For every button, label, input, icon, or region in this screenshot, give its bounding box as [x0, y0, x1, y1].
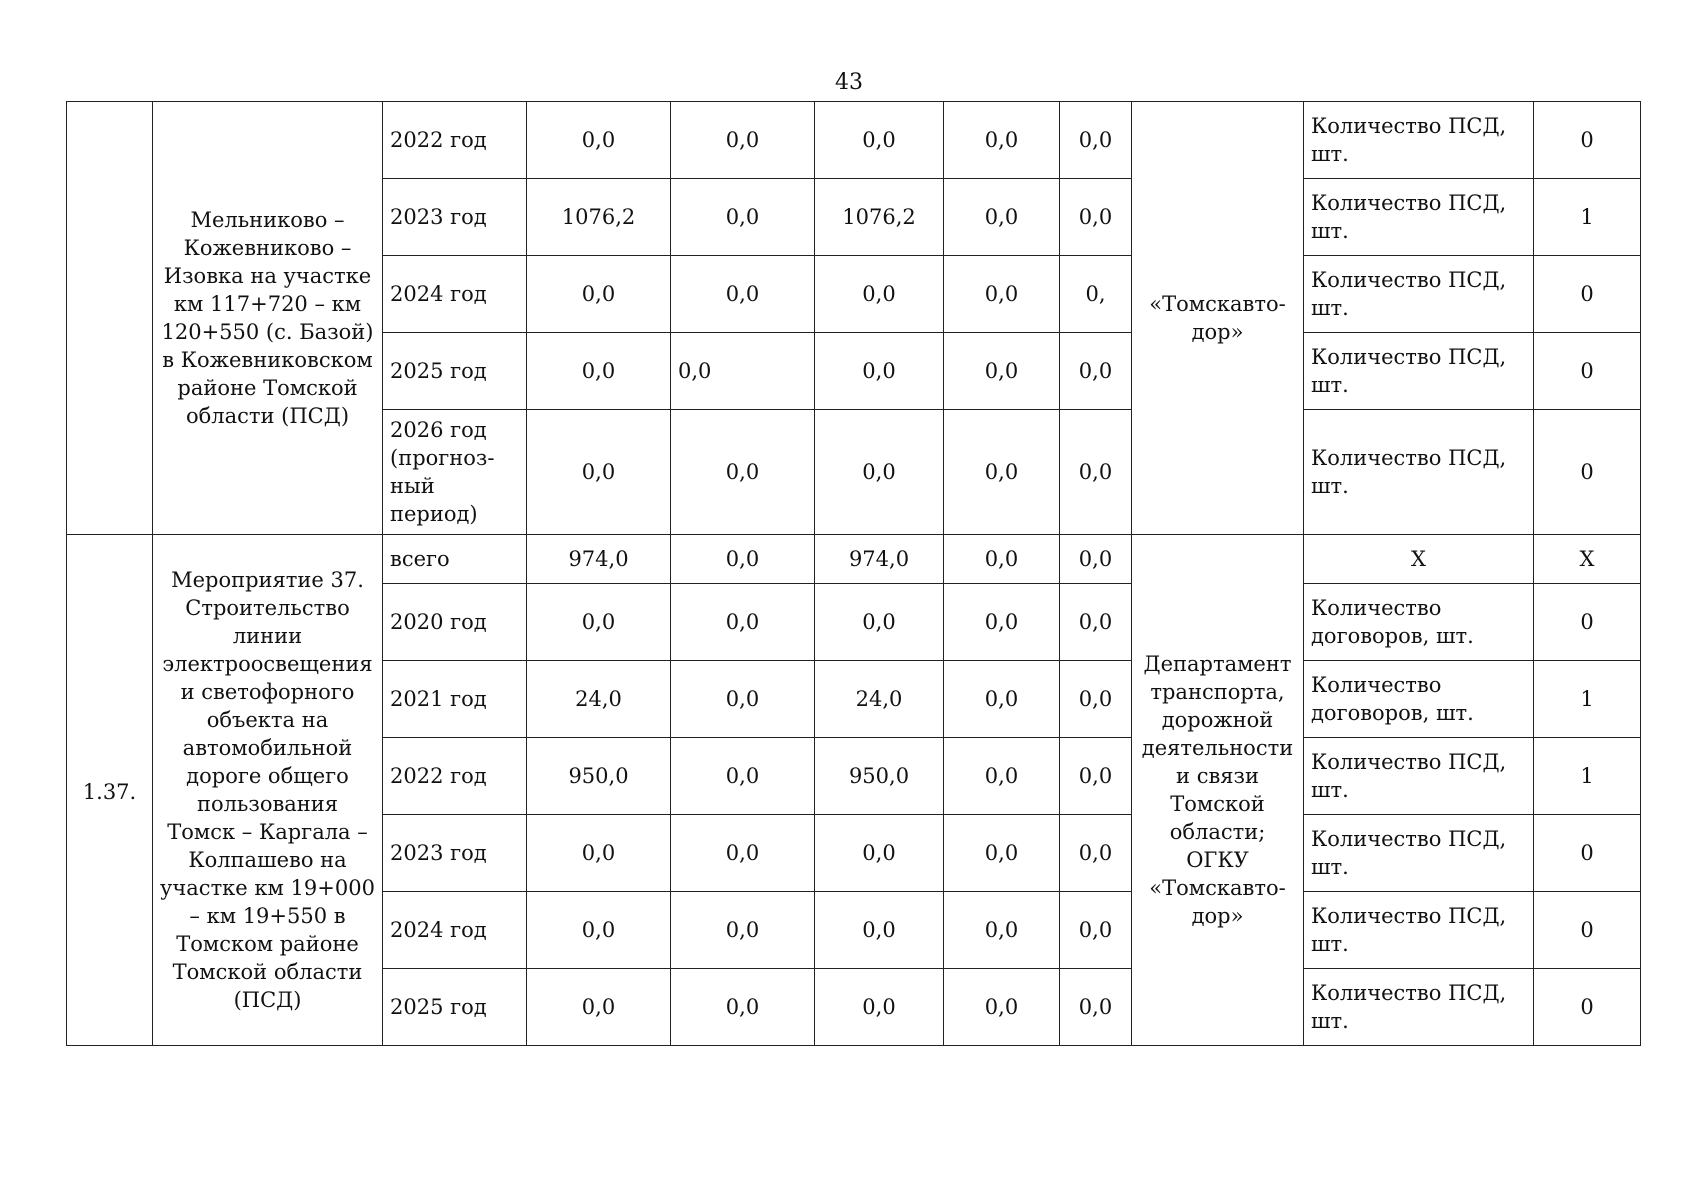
- executor-cell: Департамент транспорта, дорожной деятельности и связи Томской области; ОГКУ «Томскавто-дор»: [1132, 535, 1304, 1046]
- value-cell: 0,0: [815, 815, 944, 892]
- value-cell: 0,0: [671, 102, 815, 179]
- program-table: [66, 101, 1641, 1046]
- value-cell: 0,0: [1060, 892, 1132, 969]
- year-cell: 2022 год: [383, 738, 527, 815]
- value-cell: 0,0: [671, 969, 815, 1046]
- value-cell: 0,0: [944, 410, 1060, 535]
- value-cell: 0,0: [671, 179, 815, 256]
- value-cell: 950,0: [815, 738, 944, 815]
- target-cell: 0: [1534, 102, 1641, 179]
- page-number: 43: [835, 70, 863, 95]
- value-cell: 0,0: [527, 102, 671, 179]
- target-cell: 0: [1534, 815, 1641, 892]
- target-cell: 0: [1534, 584, 1641, 661]
- year-cell: 2025 год: [383, 969, 527, 1046]
- year-cell: 2023 год: [383, 179, 527, 256]
- value-cell: 0,0: [527, 892, 671, 969]
- value-cell: 0,0: [944, 815, 1060, 892]
- value-cell: 974,0: [815, 535, 944, 584]
- value-cell: 0,0: [1060, 584, 1132, 661]
- value-cell: 0,0: [671, 892, 815, 969]
- indicator-cell: Количество ПСД, шт.: [1304, 179, 1534, 256]
- value-cell: 1076,2: [527, 179, 671, 256]
- indicator-cell: Количество ПСД, шт.: [1304, 815, 1534, 892]
- value-cell: 0,0: [527, 256, 671, 333]
- value-cell: 0,0: [944, 102, 1060, 179]
- value-cell: 0,0: [944, 333, 1060, 410]
- target-cell: 0: [1534, 410, 1641, 535]
- indicator-cell: Количество ПСД, шт.: [1304, 256, 1534, 333]
- value-cell: 0,0: [527, 584, 671, 661]
- value-cell: 0,0: [527, 410, 671, 535]
- indicator-cell: Количество ПСД, шт.: [1304, 102, 1534, 179]
- value-cell: 0,0: [1060, 661, 1132, 738]
- value-cell: 0,0: [815, 969, 944, 1046]
- value-cell: 0,0: [944, 179, 1060, 256]
- value-cell: 0,0: [944, 661, 1060, 738]
- value-cell: 0,0: [671, 815, 815, 892]
- value-cell: 974,0: [527, 535, 671, 584]
- value-cell: 0,0: [527, 969, 671, 1046]
- value-cell: 0,0: [1060, 535, 1132, 584]
- value-cell: 0,0: [671, 584, 815, 661]
- indicator-cell: Х: [1304, 535, 1534, 584]
- indicator-cell: Количество ПСД, шт.: [1304, 738, 1534, 815]
- value-cell: 0,0: [527, 815, 671, 892]
- value-cell: 0,0: [1060, 102, 1132, 179]
- target-cell: 0: [1534, 969, 1641, 1046]
- target-cell: Х: [1534, 535, 1641, 584]
- value-cell: 0,0: [671, 535, 815, 584]
- value-cell: 0,0: [1060, 969, 1132, 1046]
- year-cell: 2022 год: [383, 102, 527, 179]
- table-row: [67, 535, 1641, 584]
- target-cell: 1: [1534, 738, 1641, 815]
- value-cell: 0,0: [1060, 179, 1132, 256]
- target-cell: 1: [1534, 661, 1641, 738]
- value-cell: 0,0: [1060, 815, 1132, 892]
- value-cell: 0,0: [944, 256, 1060, 333]
- year-cell: 2023 год: [383, 815, 527, 892]
- year-cell: 2025 год: [383, 333, 527, 410]
- year-cell: 2024 год: [383, 892, 527, 969]
- value-cell: 0,: [1060, 256, 1132, 333]
- target-cell: 0: [1534, 333, 1641, 410]
- year-cell: 2020 год: [383, 584, 527, 661]
- executor-cell: «Томскавто-дор»: [1132, 102, 1304, 535]
- value-cell: 24,0: [527, 661, 671, 738]
- value-cell: 0,0: [944, 892, 1060, 969]
- value-cell: 0,0: [815, 410, 944, 535]
- value-cell: 0,0: [671, 661, 815, 738]
- indicator-cell: Количество ПСД, шт.: [1304, 969, 1534, 1046]
- value-cell: 0,0: [527, 333, 671, 410]
- value-cell: 950,0: [527, 738, 671, 815]
- target-cell: 0: [1534, 256, 1641, 333]
- value-cell: 0,0: [815, 892, 944, 969]
- year-cell: всего: [383, 535, 527, 584]
- indicator-cell: Количество ПСД, шт.: [1304, 410, 1534, 535]
- value-cell: 0,0: [815, 102, 944, 179]
- indicator-cell: Количество ПСД, шт.: [1304, 333, 1534, 410]
- row-number-cell: 1.37.: [67, 535, 153, 1046]
- value-cell: 24,0: [815, 661, 944, 738]
- year-cell: 2021 год: [383, 661, 527, 738]
- indicator-cell: Количество договоров, шт.: [1304, 661, 1534, 738]
- value-cell: 1076,2: [815, 179, 944, 256]
- measure-name-cell: Мельниково – Кожевниково – Изовка на участке км 117+720 – км 120+550 (с. Базой) в Кожевниковском районе Томской области (ПСД): [153, 102, 383, 535]
- value-cell: 0,0: [815, 256, 944, 333]
- value-cell: 0,0: [671, 410, 815, 535]
- indicator-cell: Количество договоров, шт.: [1304, 584, 1534, 661]
- value-cell: 0,0: [671, 738, 815, 815]
- value-cell: 0,0: [1060, 333, 1132, 410]
- value-cell: 0,0: [944, 969, 1060, 1046]
- value-cell: 0,0: [944, 738, 1060, 815]
- year-cell: 2026 год (прогноз-ный период): [383, 410, 527, 535]
- row-number-cell: [67, 102, 153, 535]
- value-cell: 0,0: [944, 535, 1060, 584]
- target-cell: 1: [1534, 179, 1641, 256]
- value-cell: 0,0: [1060, 410, 1132, 535]
- value-cell: 0,0: [1060, 738, 1132, 815]
- value-cell: 0,0: [671, 333, 815, 410]
- value-cell: 0,0: [815, 333, 944, 410]
- value-cell: 0,0: [671, 256, 815, 333]
- target-cell: 0: [1534, 892, 1641, 969]
- value-cell: 0,0: [815, 584, 944, 661]
- table-row: [67, 102, 1641, 179]
- measure-name-cell: Мероприятие 37. Строительство линии электроосвещения и светофорного объекта на автомобильной дороге общего пользования Томск – Каргала – Колпашево на участке км 19+000 – км 19+550 в Томском районе Томской области (ПСД): [153, 535, 383, 1046]
- indicator-cell: Количество ПСД, шт.: [1304, 892, 1534, 969]
- year-cell: 2024 год: [383, 256, 527, 333]
- value-cell: 0,0: [944, 584, 1060, 661]
